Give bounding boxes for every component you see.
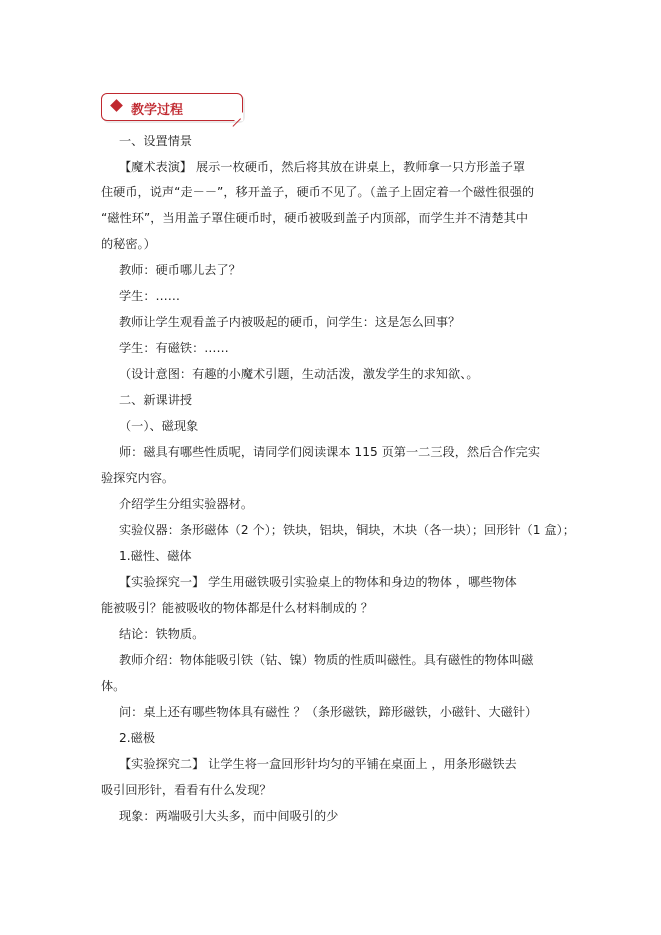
paragraph-line: 现象：两端吸引大头多，而中间吸引的少 bbox=[119, 809, 339, 823]
section-title: 教学过程 bbox=[131, 103, 184, 118]
paragraph-line: 【魔术表演】 展示一枚硬币，然后将其放在讲桌上，教师拿一只方形盖子罩 bbox=[119, 160, 526, 174]
paragraph-line: 学生：…… bbox=[119, 289, 180, 303]
heading-magnetism: 1.磁性、磁体 bbox=[119, 549, 192, 563]
section-header bbox=[101, 93, 243, 121]
paragraph-line: 能被吸引？能被吸收的物体都是什么材料制成的 ？ bbox=[101, 601, 373, 615]
paragraph-line: 教师：硬币哪儿去了？ bbox=[119, 263, 241, 277]
diamond-bullet-icon bbox=[110, 99, 123, 112]
heading-new-lesson: 二、新课讲授 bbox=[119, 393, 193, 407]
paragraph-line: 【实验探究一】 学生用磁铁吸引实验桌上的物体和身边的物体 ，哪些物体 bbox=[119, 575, 517, 589]
paragraph-line: 学生：有磁铁：…… bbox=[119, 341, 229, 355]
paragraph-line: 教师让学生观看盖子内被吸起的硬币，问学生：这是怎么回事？ bbox=[119, 315, 461, 329]
paragraph-line: 的秘密。） bbox=[101, 237, 156, 251]
paragraph-line: 实验仪器：条形磁体（2 个）；铁块，铝块，铜块，木块（各一块）；回形针（1 盒）； bbox=[119, 523, 575, 537]
heading-magnetic-phenomena: （一）、磁现象 bbox=[119, 419, 199, 433]
heading-setup-scenario: 一、设置情景 bbox=[119, 134, 193, 148]
paragraph-line: 结论：铁物质。 bbox=[119, 627, 205, 641]
paragraph-line: 介绍学生分组实验器材。 bbox=[119, 497, 254, 511]
paragraph-line: （设计意图：有趣的小魔术引题，生动活泼，激发学生的求知欲、。 bbox=[119, 367, 479, 381]
paragraph-line: “磁性环”，当用盖子罩住硬币时，硬币被吸到盖子内顶部，而学生并不清楚其中 bbox=[101, 211, 529, 225]
paragraph-line: 师：磁具有哪些性质呢，请同学们阅读课本 115 页第一二三段，然后合作完实 bbox=[119, 445, 541, 459]
paragraph-line: 验探究内容。 bbox=[101, 471, 175, 485]
paragraph-line: 住硬币，说声“走－－”，移开盖子，硬币不见了。（盖子上固定着一个磁性很强的 bbox=[101, 185, 535, 199]
heading-magnetic-poles: 2.磁极 bbox=[119, 731, 156, 745]
paragraph-line: 【实验探究二】 让学生将一盒回形针均匀的平铺在桌面上 ，用条形磁铁去 bbox=[119, 757, 517, 771]
paragraph-line: 体。 bbox=[101, 679, 126, 693]
paragraph-line: 吸引回形针，看看有什么发现？ bbox=[101, 783, 272, 797]
paragraph-line: 教师介绍：物体能吸引铁（钴、镍）物质的性质叫磁性。具有磁性的物体叫磁 bbox=[119, 653, 534, 667]
paragraph-line: 问：桌上还有哪些物体具有磁性 ？（条形磁铁，蹄形磁铁，小磁针、大磁针） bbox=[119, 705, 538, 719]
